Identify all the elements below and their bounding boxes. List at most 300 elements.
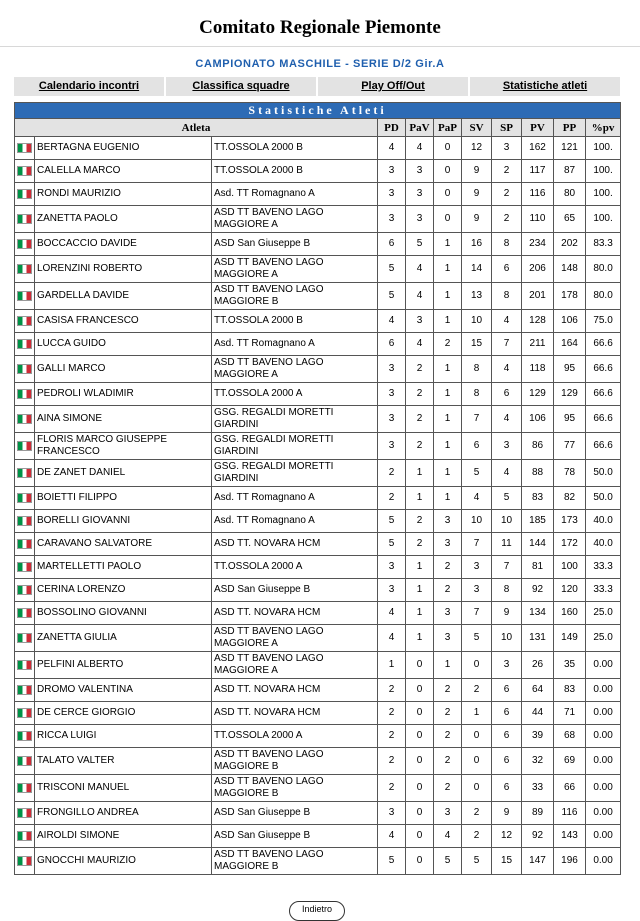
athlete-name-cell: CERINA LORENZO <box>35 579 212 602</box>
sv-cell: 1 <box>462 702 492 725</box>
flag-cell <box>15 406 35 433</box>
sp-cell: 2 <box>492 206 522 233</box>
pd-cell: 5 <box>378 256 406 283</box>
italy-flag-icon <box>17 516 32 526</box>
italy-flag-icon <box>17 339 32 349</box>
pp-cell: 106 <box>554 310 586 333</box>
italy-flag-icon <box>17 608 32 618</box>
italy-flag-icon <box>17 585 32 595</box>
pd-cell: 6 <box>378 333 406 356</box>
team-name-cell: Asd. TT Romagnano A <box>212 183 378 206</box>
flag-cell <box>15 579 35 602</box>
sv-cell: 5 <box>462 460 492 487</box>
pap-cell: 1 <box>434 383 462 406</box>
pp-cell: 178 <box>554 283 586 310</box>
table-row <box>15 310 621 333</box>
pp-cell: 80 <box>554 183 586 206</box>
italy-flag-icon <box>17 166 32 176</box>
team-name-cell: ASD TT BAVENO LAGO MAGGIORE A <box>212 625 378 652</box>
column-header-pd: PD <box>378 119 406 137</box>
pav-cell: 0 <box>406 679 434 702</box>
pct-pv-cell: 50.0 <box>586 460 621 487</box>
pd-cell: 2 <box>378 702 406 725</box>
italy-flag-icon <box>17 731 32 741</box>
pav-cell: 5 <box>406 233 434 256</box>
sp-cell: 6 <box>492 383 522 406</box>
sp-cell: 15 <box>492 848 522 875</box>
team-name-cell: ASD San Giuseppe B <box>212 825 378 848</box>
athlete-name-cell: MARTELLETTI PAOLO <box>35 556 212 579</box>
pav-cell: 1 <box>406 625 434 652</box>
athlete-name-cell: DROMO VALENTINA <box>35 679 212 702</box>
italy-flag-icon <box>17 783 32 793</box>
pv-cell: 110 <box>522 206 554 233</box>
pd-cell: 5 <box>378 848 406 875</box>
pp-cell: 173 <box>554 510 586 533</box>
sp-cell: 4 <box>492 356 522 383</box>
pap-cell: 1 <box>434 310 462 333</box>
pav-cell: 2 <box>406 533 434 556</box>
pp-cell: 148 <box>554 256 586 283</box>
sp-cell: 6 <box>492 702 522 725</box>
pp-cell: 35 <box>554 652 586 679</box>
pd-cell: 4 <box>378 625 406 652</box>
table-row <box>15 406 621 433</box>
nav-calendario-link[interactable]: Calendario incontri <box>14 77 164 96</box>
sp-cell: 3 <box>492 137 522 160</box>
team-name-cell: GSG. REGALDI MORETTI GIARDINI <box>212 460 378 487</box>
sv-cell: 16 <box>462 233 492 256</box>
flag-cell <box>15 748 35 775</box>
column-header-pct-pv: %pv <box>586 119 621 137</box>
pap-cell: 3 <box>434 510 462 533</box>
pv-cell: 201 <box>522 283 554 310</box>
pap-cell: 1 <box>434 460 462 487</box>
team-name-cell: ASD TT BAVENO LAGO MAGGIORE B <box>212 748 378 775</box>
flag-cell <box>15 233 35 256</box>
pap-cell: 2 <box>434 556 462 579</box>
pav-cell: 4 <box>406 137 434 160</box>
pd-cell: 3 <box>378 183 406 206</box>
sv-cell: 2 <box>462 825 492 848</box>
pv-cell: 144 <box>522 533 554 556</box>
team-name-cell: ASD TT BAVENO LAGO MAGGIORE A <box>212 256 378 283</box>
pv-cell: 128 <box>522 310 554 333</box>
table-row <box>15 748 621 775</box>
pav-cell: 1 <box>406 579 434 602</box>
flag-cell <box>15 802 35 825</box>
pp-cell: 82 <box>554 487 586 510</box>
sv-cell: 2 <box>462 679 492 702</box>
flag-cell <box>15 433 35 460</box>
pv-cell: 89 <box>522 802 554 825</box>
pv-cell: 44 <box>522 702 554 725</box>
pct-pv-cell: 100. <box>586 183 621 206</box>
team-name-cell: TT.OSSOLA 2000 A <box>212 725 378 748</box>
flag-cell <box>15 602 35 625</box>
table-row <box>15 356 621 383</box>
flag-cell <box>15 679 35 702</box>
sp-cell: 6 <box>492 679 522 702</box>
table-row <box>15 137 621 160</box>
pv-cell: 26 <box>522 652 554 679</box>
athlete-name-cell: DE ZANET DANIEL <box>35 460 212 487</box>
sp-cell: 6 <box>492 256 522 283</box>
italy-flag-icon <box>17 685 32 695</box>
pap-cell: 1 <box>434 233 462 256</box>
pap-cell: 0 <box>434 160 462 183</box>
pd-cell: 4 <box>378 825 406 848</box>
flag-cell <box>15 333 35 356</box>
sv-cell: 0 <box>462 748 492 775</box>
pp-cell: 143 <box>554 825 586 848</box>
pd-cell: 5 <box>378 533 406 556</box>
pav-cell: 0 <box>406 702 434 725</box>
sp-cell: 6 <box>492 748 522 775</box>
flag-cell <box>15 460 35 487</box>
pd-cell: 3 <box>378 206 406 233</box>
sp-cell: 4 <box>492 460 522 487</box>
sp-cell: 12 <box>492 825 522 848</box>
pp-cell: 66 <box>554 775 586 802</box>
pap-cell: 1 <box>434 356 462 383</box>
italy-flag-icon <box>17 493 32 503</box>
athlete-name-cell: BOIETTI FILIPPO <box>35 487 212 510</box>
column-header-sv: SV <box>462 119 492 137</box>
pp-cell: 172 <box>554 533 586 556</box>
sp-cell: 6 <box>492 775 522 802</box>
flag-cell <box>15 725 35 748</box>
sp-cell: 4 <box>492 406 522 433</box>
column-header-pv: PV <box>522 119 554 137</box>
pap-cell: 2 <box>434 702 462 725</box>
pv-cell: 118 <box>522 356 554 383</box>
pv-cell: 39 <box>522 725 554 748</box>
pct-pv-cell: 83.3 <box>586 233 621 256</box>
table-row <box>15 283 621 310</box>
pv-cell: 83 <box>522 487 554 510</box>
pp-cell: 83 <box>554 679 586 702</box>
team-name-cell: ASD TT BAVENO LAGO MAGGIORE B <box>212 848 378 875</box>
flag-cell <box>15 160 35 183</box>
pv-cell: 211 <box>522 333 554 356</box>
pap-cell: 0 <box>434 137 462 160</box>
sp-cell: 11 <box>492 533 522 556</box>
team-name-cell: ASD San Giuseppe B <box>212 802 378 825</box>
sv-cell: 7 <box>462 406 492 433</box>
pav-cell: 2 <box>406 433 434 460</box>
table-row <box>15 433 621 460</box>
team-name-cell: Asd. TT Romagnano A <box>212 333 378 356</box>
athlete-name-cell: CALELLA MARCO <box>35 160 212 183</box>
nav-playoff-link[interactable]: Play Off/Out <box>318 77 468 96</box>
pav-cell: 2 <box>406 406 434 433</box>
pp-cell: 65 <box>554 206 586 233</box>
sp-cell: 4 <box>492 310 522 333</box>
sv-cell: 7 <box>462 533 492 556</box>
pd-cell: 3 <box>378 356 406 383</box>
italy-flag-icon <box>17 562 32 572</box>
pd-cell: 2 <box>378 775 406 802</box>
sp-cell: 2 <box>492 160 522 183</box>
table-row <box>15 652 621 679</box>
team-name-cell: Asd. TT Romagnano A <box>212 510 378 533</box>
team-name-cell: ASD San Giuseppe B <box>212 579 378 602</box>
pct-pv-cell: 25.0 <box>586 602 621 625</box>
sp-cell: 7 <box>492 556 522 579</box>
table-row <box>15 625 621 652</box>
pct-pv-cell: 50.0 <box>586 487 621 510</box>
pd-cell: 2 <box>378 460 406 487</box>
pd-cell: 6 <box>378 233 406 256</box>
pap-cell: 1 <box>434 406 462 433</box>
sv-cell: 0 <box>462 652 492 679</box>
italy-flag-icon <box>17 708 32 718</box>
athlete-name-cell: RONDI MAURIZIO <box>35 183 212 206</box>
athlete-stats-table <box>14 102 621 875</box>
pp-cell: 121 <box>554 137 586 160</box>
athlete-name-cell: ZANETTA GIULIA <box>35 625 212 652</box>
athlete-name-cell: CASISA FRANCESCO <box>35 310 212 333</box>
table-row <box>15 510 621 533</box>
pap-cell: 5 <box>434 848 462 875</box>
pd-cell: 3 <box>378 433 406 460</box>
flag-cell <box>15 183 35 206</box>
table-row <box>15 725 621 748</box>
italy-flag-icon <box>17 214 32 224</box>
flag-cell <box>15 310 35 333</box>
flag-cell <box>15 848 35 875</box>
flag-cell <box>15 533 35 556</box>
pap-cell: 0 <box>434 183 462 206</box>
pd-cell: 2 <box>378 725 406 748</box>
pv-cell: 117 <box>522 160 554 183</box>
pap-cell: 0 <box>434 206 462 233</box>
pap-cell: 1 <box>434 256 462 283</box>
table-row <box>15 160 621 183</box>
table-row <box>15 233 621 256</box>
team-name-cell: ASD TT BAVENO LAGO MAGGIORE B <box>212 283 378 310</box>
italy-flag-icon <box>17 468 32 478</box>
flag-cell <box>15 487 35 510</box>
italy-flag-icon <box>17 143 32 153</box>
pd-cell: 2 <box>378 679 406 702</box>
pct-pv-cell: 66.6 <box>586 433 621 460</box>
italy-flag-icon <box>17 660 32 670</box>
pav-cell: 2 <box>406 383 434 406</box>
pav-cell: 4 <box>406 283 434 310</box>
sv-cell: 0 <box>462 775 492 802</box>
flag-cell <box>15 825 35 848</box>
sv-cell: 9 <box>462 206 492 233</box>
team-name-cell: GSG. REGALDI MORETTI GIARDINI <box>212 433 378 460</box>
pap-cell: 2 <box>434 679 462 702</box>
team-name-cell: ASD TT BAVENO LAGO MAGGIORE B <box>212 775 378 802</box>
pav-cell: 0 <box>406 802 434 825</box>
athlete-name-cell: BERTAGNA EUGENIO <box>35 137 212 160</box>
athlete-name-cell: AINA SIMONE <box>35 406 212 433</box>
sp-cell: 9 <box>492 802 522 825</box>
sp-cell: 10 <box>492 510 522 533</box>
pav-cell: 2 <box>406 356 434 383</box>
pv-cell: 131 <box>522 625 554 652</box>
pd-cell: 3 <box>378 579 406 602</box>
pct-pv-cell: 80.0 <box>586 256 621 283</box>
athlete-name-cell: RICCA LUIGI <box>35 725 212 748</box>
back-button[interactable]: Indietro <box>289 901 345 921</box>
pv-cell: 81 <box>522 556 554 579</box>
pap-cell: 2 <box>434 748 462 775</box>
pap-cell: 1 <box>434 487 462 510</box>
table-row <box>15 848 621 875</box>
pct-pv-cell: 33.3 <box>586 579 621 602</box>
pct-pv-cell: 0.00 <box>586 775 621 802</box>
pap-cell: 4 <box>434 825 462 848</box>
pap-cell: 2 <box>434 775 462 802</box>
pav-cell: 0 <box>406 725 434 748</box>
flag-cell <box>15 206 35 233</box>
sv-cell: 9 <box>462 160 492 183</box>
table-row <box>15 256 621 283</box>
pp-cell: 100 <box>554 556 586 579</box>
sp-cell: 10 <box>492 625 522 652</box>
italy-flag-icon <box>17 441 32 451</box>
athlete-name-cell: GARDELLA DAVIDE <box>35 283 212 310</box>
nav-classifica-link[interactable]: Classifica squadre <box>166 77 316 96</box>
pav-cell: 1 <box>406 556 434 579</box>
pp-cell: 149 <box>554 625 586 652</box>
italy-flag-icon <box>17 756 32 766</box>
pp-cell: 202 <box>554 233 586 256</box>
nav-statistiche-link[interactable]: Statistiche atleti <box>470 77 620 96</box>
italy-flag-icon <box>17 189 32 199</box>
athlete-name-cell: GNOCCHI MAURIZIO <box>35 848 212 875</box>
flag-cell <box>15 356 35 383</box>
pct-pv-cell: 40.0 <box>586 510 621 533</box>
pd-cell: 3 <box>378 802 406 825</box>
pav-cell: 0 <box>406 775 434 802</box>
sp-cell: 8 <box>492 283 522 310</box>
pd-cell: 3 <box>378 383 406 406</box>
pp-cell: 164 <box>554 333 586 356</box>
team-name-cell: TT.OSSOLA 2000 B <box>212 160 378 183</box>
athlete-name-cell: GALLI MARCO <box>35 356 212 383</box>
table-row <box>15 679 621 702</box>
team-name-cell: Asd. TT Romagnano A <box>212 487 378 510</box>
pav-cell: 4 <box>406 333 434 356</box>
flag-cell <box>15 556 35 579</box>
table-caption-row <box>15 103 621 119</box>
pp-cell: 196 <box>554 848 586 875</box>
pp-cell: 77 <box>554 433 586 460</box>
italy-flag-icon <box>17 414 32 424</box>
pp-cell: 95 <box>554 356 586 383</box>
pv-cell: 33 <box>522 775 554 802</box>
sp-cell: 8 <box>492 579 522 602</box>
table-row <box>15 602 621 625</box>
pv-cell: 88 <box>522 460 554 487</box>
pap-cell: 3 <box>434 602 462 625</box>
pp-cell: 68 <box>554 725 586 748</box>
italy-flag-icon <box>17 831 32 841</box>
pct-pv-cell: 0.00 <box>586 702 621 725</box>
athlete-name-cell: FRONGILLO ANDREA <box>35 802 212 825</box>
table-row <box>15 825 621 848</box>
italy-flag-icon <box>17 808 32 818</box>
team-name-cell: GSG. REGALDI MORETTI GIARDINI <box>212 406 378 433</box>
team-name-cell: ASD TT. NOVARA HCM <box>212 602 378 625</box>
column-header-pap: PaP <box>434 119 462 137</box>
italy-flag-icon <box>17 291 32 301</box>
pav-cell: 3 <box>406 206 434 233</box>
team-name-cell: TT.OSSOLA 2000 B <box>212 310 378 333</box>
pp-cell: 160 <box>554 602 586 625</box>
pd-cell: 5 <box>378 510 406 533</box>
sp-cell: 8 <box>492 233 522 256</box>
table-row <box>15 775 621 802</box>
pav-cell: 1 <box>406 460 434 487</box>
italy-flag-icon <box>17 239 32 249</box>
pap-cell: 1 <box>434 433 462 460</box>
pp-cell: 129 <box>554 383 586 406</box>
pct-pv-cell: 66.6 <box>586 356 621 383</box>
pct-pv-cell: 0.00 <box>586 848 621 875</box>
table-row <box>15 487 621 510</box>
athlete-name-cell: TALATO VALTER <box>35 748 212 775</box>
pv-cell: 185 <box>522 510 554 533</box>
pct-pv-cell: 66.6 <box>586 333 621 356</box>
team-name-cell: TT.OSSOLA 2000 B <box>212 137 378 160</box>
pct-pv-cell: 100. <box>586 206 621 233</box>
pv-cell: 129 <box>522 383 554 406</box>
table-row <box>15 333 621 356</box>
pav-cell: 2 <box>406 510 434 533</box>
pd-cell: 2 <box>378 748 406 775</box>
team-name-cell: ASD TT BAVENO LAGO MAGGIORE A <box>212 652 378 679</box>
italy-flag-icon <box>17 633 32 643</box>
pav-cell: 0 <box>406 652 434 679</box>
team-name-cell: TT.OSSOLA 2000 A <box>212 383 378 406</box>
athlete-name-cell: BOSSOLINO GIOVANNI <box>35 602 212 625</box>
athlete-name-cell: PEDROLI WLADIMIR <box>35 383 212 406</box>
athlete-name-cell: CARAVANO SALVATORE <box>35 533 212 556</box>
pd-cell: 1 <box>378 652 406 679</box>
pct-pv-cell: 66.6 <box>586 383 621 406</box>
pap-cell: 1 <box>434 283 462 310</box>
sv-cell: 5 <box>462 848 492 875</box>
sv-cell: 3 <box>462 579 492 602</box>
pd-cell: 3 <box>378 160 406 183</box>
table-row <box>15 206 621 233</box>
italy-flag-icon <box>17 364 32 374</box>
sv-cell: 6 <box>462 433 492 460</box>
pv-cell: 162 <box>522 137 554 160</box>
pct-pv-cell: 0.00 <box>586 652 621 679</box>
athlete-name-cell: BORELLI GIOVANNI <box>35 510 212 533</box>
nav-bar <box>14 77 620 96</box>
pct-pv-cell: 100. <box>586 160 621 183</box>
team-name-cell: TT.OSSOLA 2000 A <box>212 556 378 579</box>
pct-pv-cell: 66.6 <box>586 406 621 433</box>
pp-cell: 120 <box>554 579 586 602</box>
athlete-name-cell: DE CERCE GIORGIO <box>35 702 212 725</box>
pd-cell: 4 <box>378 137 406 160</box>
pv-cell: 92 <box>522 579 554 602</box>
pp-cell: 95 <box>554 406 586 433</box>
italy-flag-icon <box>17 316 32 326</box>
pp-cell: 71 <box>554 702 586 725</box>
team-name-cell: ASD TT BAVENO LAGO MAGGIORE A <box>212 356 378 383</box>
